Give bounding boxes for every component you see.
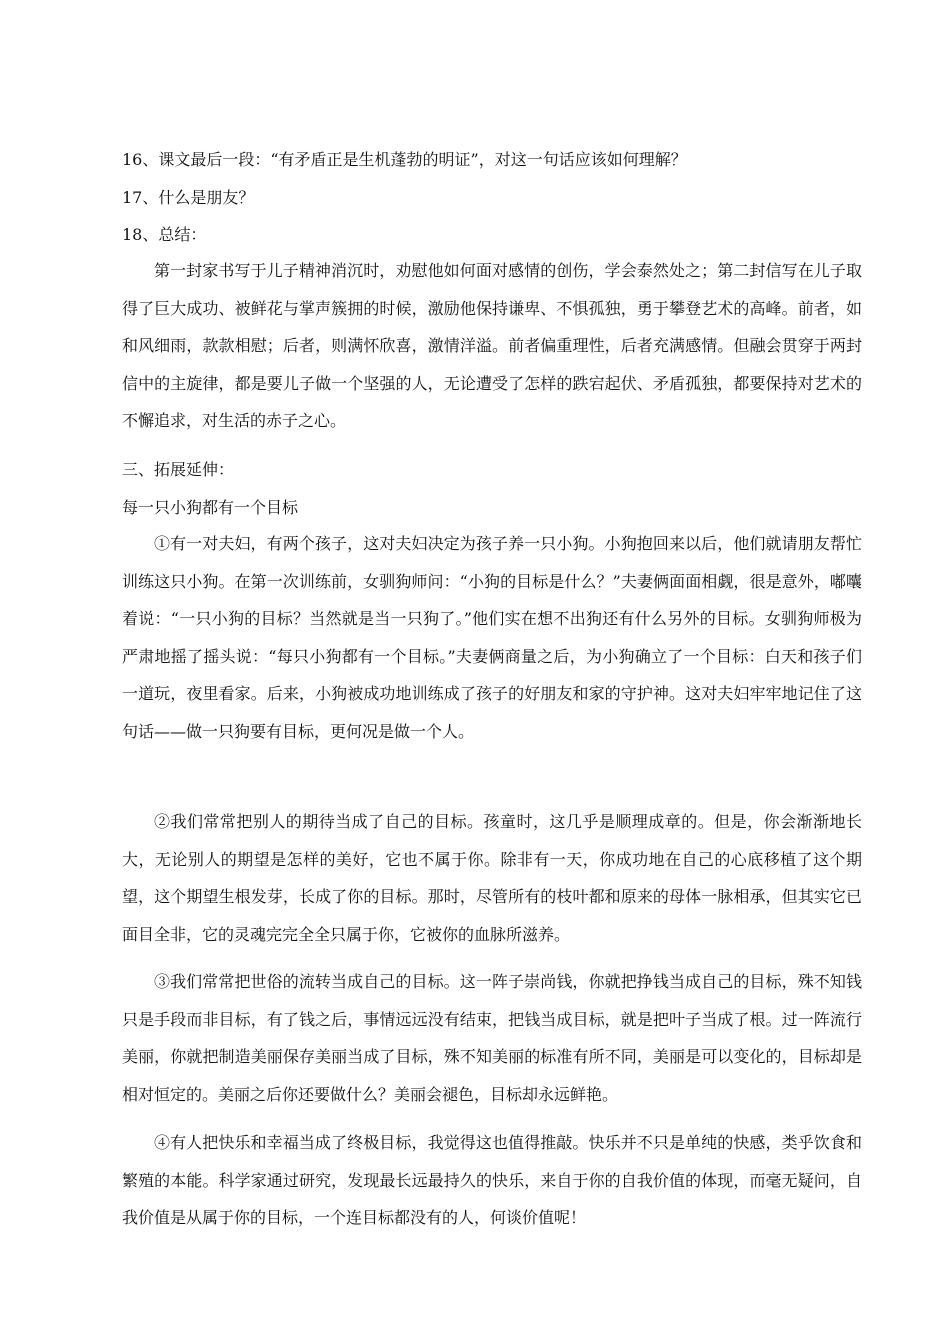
article-paragraph-3: ③我们常常把世俗的流转当成自己的目标。这一阵子崇尚钱，你就把挣钱当成自己的目标，殊不知钱只是手段而非目标，有了钱之后，事情远远没有结束，把钱当成目标，就是把叶子当成了根。过一阵流行美丽，你就把制造美丽保存美丽当成了目标，殊不知美丽的标准有所不同，美丽是可以变化的，目标却是相对恒定的。美丽之后你还要做什么？美丽会褪色，目标却永远鲜艳。 — [122, 972, 862, 1104]
question-17: 17、什么是朋友？ — [122, 188, 255, 207]
question-16: 16、课文最后一段：“有矛盾正是生机蓬勃的明证”，对这一句话应该如何理解？ — [122, 150, 687, 169]
extension-heading: 三、拓展延伸： — [122, 460, 235, 479]
summary-paragraph: 第一封家书写于儿子精神消沉时，劝慰他如何面对感情的创伤，学会泰然处之；第二封信写在儿子取得了巨大成功、被鲜花与掌声簇拥的时候，激励他保持谦卑、不惧孤独，勇于攀登艺术的高峰。前者，如和风细雨，款款相慰；后者，则满怀欣喜，激情洋溢。前者偏重理性，后者充满感情。但融会贯穿于两封信中的主旋律，都是要儿子做一个坚强的人，无论遭受了怎样的跌宕起伏、矛盾孤独，都要保持对艺术的不懈追求，对生活的赤子之心。 — [122, 261, 862, 430]
article-paragraph-4: ④有人把快乐和幸福当成了终极目标，我觉得这也值得推敲。快乐并不只是单纯的快感，类乎饮食和繁殖的本能。科学家通过研究，发现最长远最持久的快乐，来自于你的自我价值的体现，而毫无疑问，自我价值是从属于你的目标，一个连目标都没有的人，何谈价值呢！ — [122, 1133, 862, 1227]
article-paragraph-1: ①有一对夫妇，有两个孩子，这对夫妇决定为孩子养一只小狗。小狗抱回来以后，他们就请朋友帮忙训练这只小狗。在第一次训练前，女驯狗师问：“小狗的目标是什么？”夫妻俩面面相觑，很是意外，嘟囔着说：“一只小狗的目标？当然就是当一只狗了。”他们实在想不出狗还有什么另外的目标。女驯狗师极为严肃地摇了摇头说：“每只小狗都有一个目标。”夫妻俩商量之后，为小狗确立了一个目标：白天和孩子们一道玩，夜里看家。后来，小狗被成功地训练成了孩子的好朋友和家的守护神。这对夫妇牢牢地记住了这句话——做一只狗要有目标，更何况是做一个人。 — [122, 534, 862, 741]
article-paragraph-2: ②我们常常把别人的期待当成了自己的目标。孩童时，这几乎是顺理成章的。但是，你会渐渐地长大，无论别人的期望是怎样的美好，它也不属于你。除非有一天，你成功地在自己的心底移植了这个期望，这个期望生根发芽，长成了你的目标。那时，尽管所有的枝叶都和原来的母体一脉相承，但其实它已面目全非，它的灵魂完完全全只属于你，它被你的血脉所滋养。 — [122, 812, 862, 944]
question-18: 18、总结： — [122, 225, 207, 244]
article-title: 每一只小狗都有一个目标 — [122, 498, 299, 517]
